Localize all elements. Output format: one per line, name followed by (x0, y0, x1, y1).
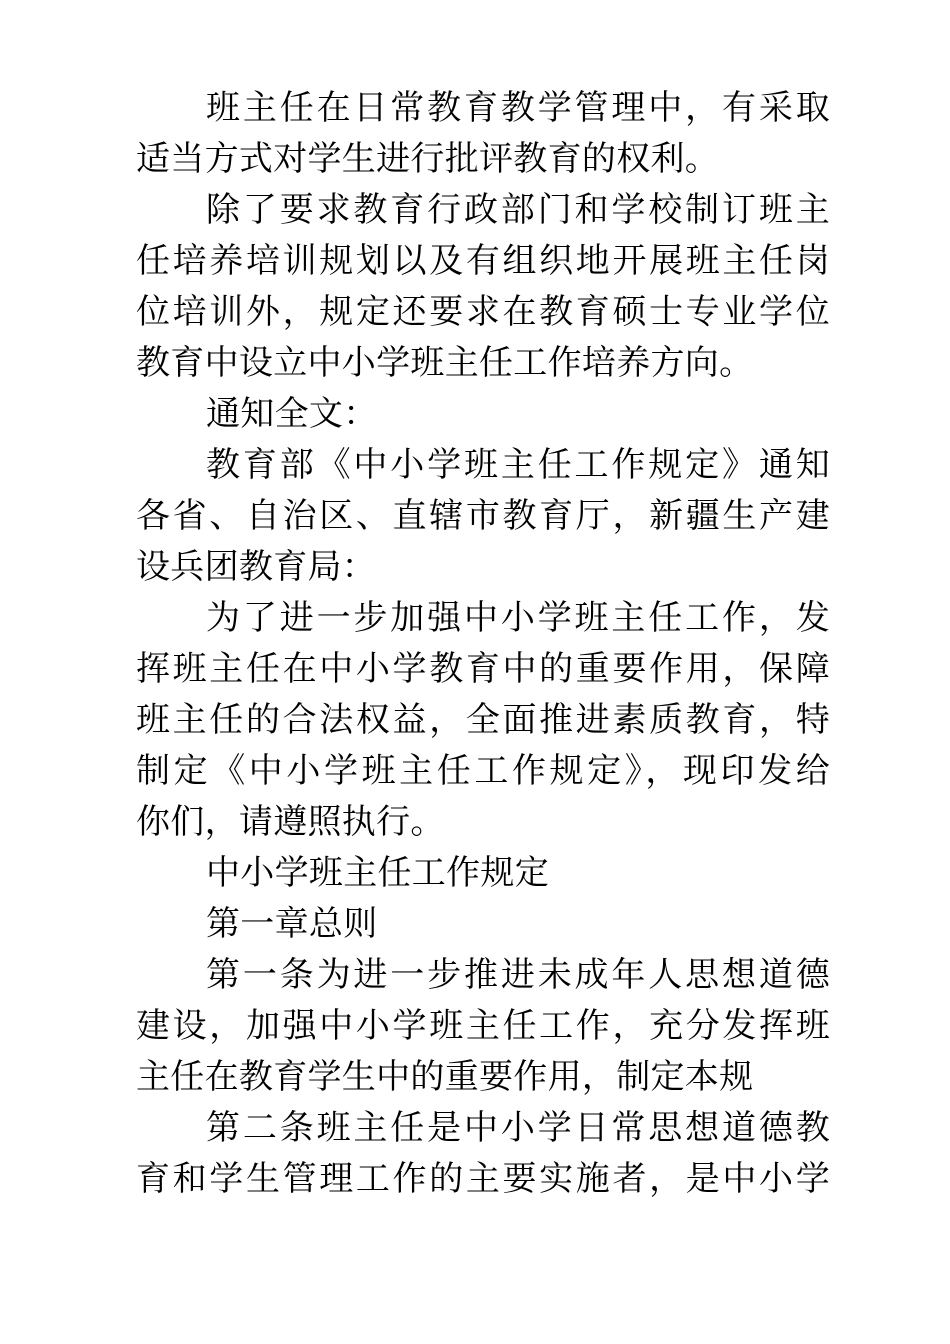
text-line: 除了要求教育行政部门和学校制订班主 (206, 190, 830, 230)
text-line: 位培训外，规定还要求在教育硕士专业学位 (136, 292, 830, 332)
text-line: 班主任的合法权益，全面推进素质教育，特 (136, 700, 830, 740)
text-line: 第一条为进一步推进未成年人思想道德 (206, 955, 830, 995)
chapter-heading (136, 899, 830, 950)
text-line: 适当方式对学生进行批评教育的权利。 (136, 139, 720, 179)
text-line: 教育中设立中小学班主任工作培养方向。 (136, 343, 754, 383)
text-line: 第一章总则 (206, 904, 378, 944)
text-line: 设兵团教育局： (136, 547, 377, 587)
text-line: 制定《中小学班主任工作规定》，现印发给 (136, 751, 830, 791)
text-line: 主任在教育学生中的重要作用，制定本规 (136, 1057, 754, 1097)
text-line: 通知全文： (206, 394, 378, 434)
text-line: 第二条班主任是中小学日常思想道德教 (206, 1108, 830, 1148)
paragraph-critique-right (136, 83, 830, 185)
article-two (136, 1103, 830, 1205)
text-line: 班主任在日常教育教学管理中，有采取 (206, 88, 830, 128)
text-line: 教育部《中小学班主任工作规定》通知 (206, 445, 830, 485)
article-one (136, 950, 830, 1103)
text-line: 为了进一步加强中小学班主任工作，发 (206, 598, 830, 638)
paragraph-notice-recipients (136, 440, 830, 593)
regulation-title (136, 848, 830, 899)
text-line: 建设，加强中小学班主任工作，充分发挥班 (136, 1006, 830, 1046)
text-line: 任培养培训规划以及有组织地开展班主任岗 (136, 241, 830, 281)
paragraph-training-plan (136, 185, 830, 389)
paragraph-notice-heading (136, 389, 830, 440)
text-line: 你们，请遵照执行。 (136, 802, 445, 842)
text-line: 挥班主任在中小学教育中的重要作用，保障 (136, 649, 830, 689)
text-line: 各省、自治区、直辖市教育厅，新疆生产建 (136, 496, 830, 536)
text-line: 育和学生管理工作的主要实施者，是中小学 (136, 1159, 830, 1199)
text-line: 中小学班主任工作规定 (206, 853, 549, 893)
document-body (136, 83, 830, 1205)
paragraph-notice-body (136, 593, 830, 848)
